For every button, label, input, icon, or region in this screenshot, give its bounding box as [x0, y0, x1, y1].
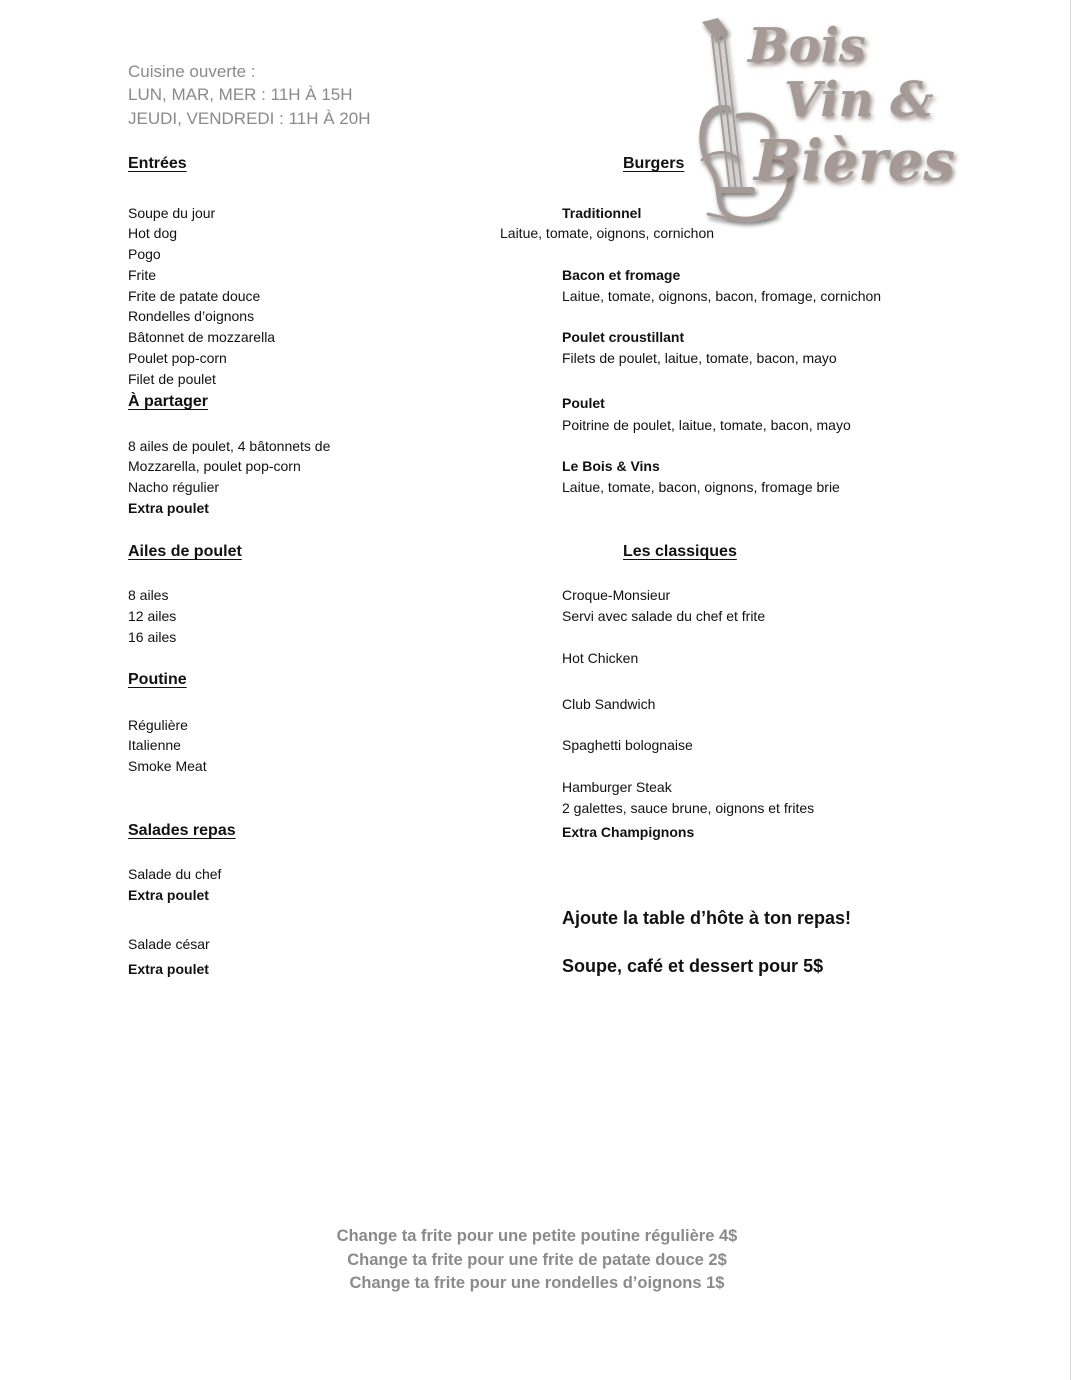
- poutine-item: Régulière: [128, 717, 188, 733]
- burger-desc: Laitue, tomate, oignons, cornichon: [500, 225, 715, 241]
- salades-heading: Salades repas: [128, 822, 236, 839]
- ailes-item: 8 ailes: [128, 587, 169, 603]
- salades-extra: Extra poulet: [128, 887, 209, 903]
- burger-name: Le Bois & Vins: [562, 458, 660, 474]
- burgers-heading: Burgers: [623, 155, 685, 172]
- classique-item: Hot Chicken: [562, 650, 639, 666]
- classique-desc: Servi avec salade du chef et frite: [562, 608, 766, 624]
- ailes-item: 12 ailes: [128, 608, 177, 624]
- poutine-item: Smoke Meat: [128, 758, 207, 774]
- poutine-item: Italienne: [128, 737, 181, 753]
- entrees-item: Poulet pop-corn: [128, 350, 227, 366]
- logo-word-vin: Vin &: [784, 72, 934, 128]
- page-edge: [1070, 0, 1071, 1380]
- salades-extra: Extra poulet: [128, 961, 209, 977]
- poutine-heading: Poutine: [128, 671, 187, 688]
- logo-word-bieres: Bières: [754, 128, 955, 194]
- classique-extra: Extra Champignons: [562, 824, 695, 840]
- burger-name: Poulet: [562, 395, 605, 411]
- classique-item: Club Sandwich: [562, 696, 656, 712]
- entrees-item: Bâtonnet de mozzarella: [128, 329, 276, 345]
- entrees-heading: Entrées: [128, 155, 187, 172]
- classique-desc: 2 galettes, sauce brune, oignons et frites: [562, 800, 815, 816]
- classique-item: Croque-Monsieur: [562, 587, 671, 603]
- burger-name: Poulet croustillant: [562, 329, 685, 345]
- partager-item: 8 ailes de poulet, 4 bâtonnets de: [128, 438, 331, 454]
- entrees-item: Frite de patate douce: [128, 288, 261, 304]
- promo-line-1: Ajoute la table d’hôte à ton repas!: [562, 908, 852, 928]
- partager-item: Mozzarella, poulet pop-corn: [128, 458, 301, 474]
- promo-line-2: Soupe, café et dessert pour 5$: [562, 956, 824, 976]
- hours-line-2: JEUDI, VENDREDI : 11H À 20H: [128, 109, 371, 128]
- entrees-item: Frite: [128, 267, 156, 283]
- burger-desc: Filets de poulet, laitue, tomate, bacon, mayo: [562, 350, 837, 366]
- classiques-heading: Les classiques: [623, 543, 737, 560]
- ailes-heading: Ailes de poulet: [128, 543, 242, 560]
- logo: [672, 10, 1022, 230]
- footer-line-3: Change ta frite pour une rondelles d’oignons 1$: [349, 1274, 725, 1292]
- partager-extra: Extra poulet: [128, 500, 209, 516]
- burger-desc: Poitrine de poulet, laitue, tomate, bacon, mayo: [562, 417, 851, 433]
- burger-desc: Laitue, tomate, bacon, oignons, fromage brie: [562, 479, 840, 495]
- hours-line-1: LUN, MAR, MER : 11H À 15H: [128, 85, 353, 104]
- partager-item: Nacho régulier: [128, 479, 220, 495]
- entrees-item: Hot dog: [128, 225, 178, 241]
- entrees-item: Rondelles d’oignons: [128, 308, 255, 324]
- ailes-item: 16 ailes: [128, 629, 177, 645]
- burger-desc: Laitue, tomate, oignons, bacon, fromage, cornichon: [562, 288, 882, 304]
- logo-word-bois: Bois: [748, 18, 866, 74]
- footer-line-2: Change ta frite pour une frite de patate douce 2$: [347, 1251, 727, 1269]
- salades-item: Salade césar: [128, 936, 210, 952]
- burger-name: Traditionnel: [562, 205, 642, 221]
- entrees-item: Pogo: [128, 246, 161, 262]
- entrees-item: Soupe du jour: [128, 205, 216, 221]
- footer-line-1: Change ta frite pour une petite poutine régulière 4$: [336, 1227, 738, 1245]
- partager-heading: À partager: [128, 393, 209, 410]
- classique-item: Hamburger Steak: [562, 779, 672, 795]
- entrees-item: Filet de poulet: [128, 371, 216, 387]
- classique-item: Spaghetti bolognaise: [562, 737, 693, 753]
- hours-title: Cuisine ouverte :: [128, 62, 256, 81]
- burger-name: Bacon et fromage: [562, 267, 681, 283]
- salades-item: Salade du chef: [128, 866, 222, 882]
